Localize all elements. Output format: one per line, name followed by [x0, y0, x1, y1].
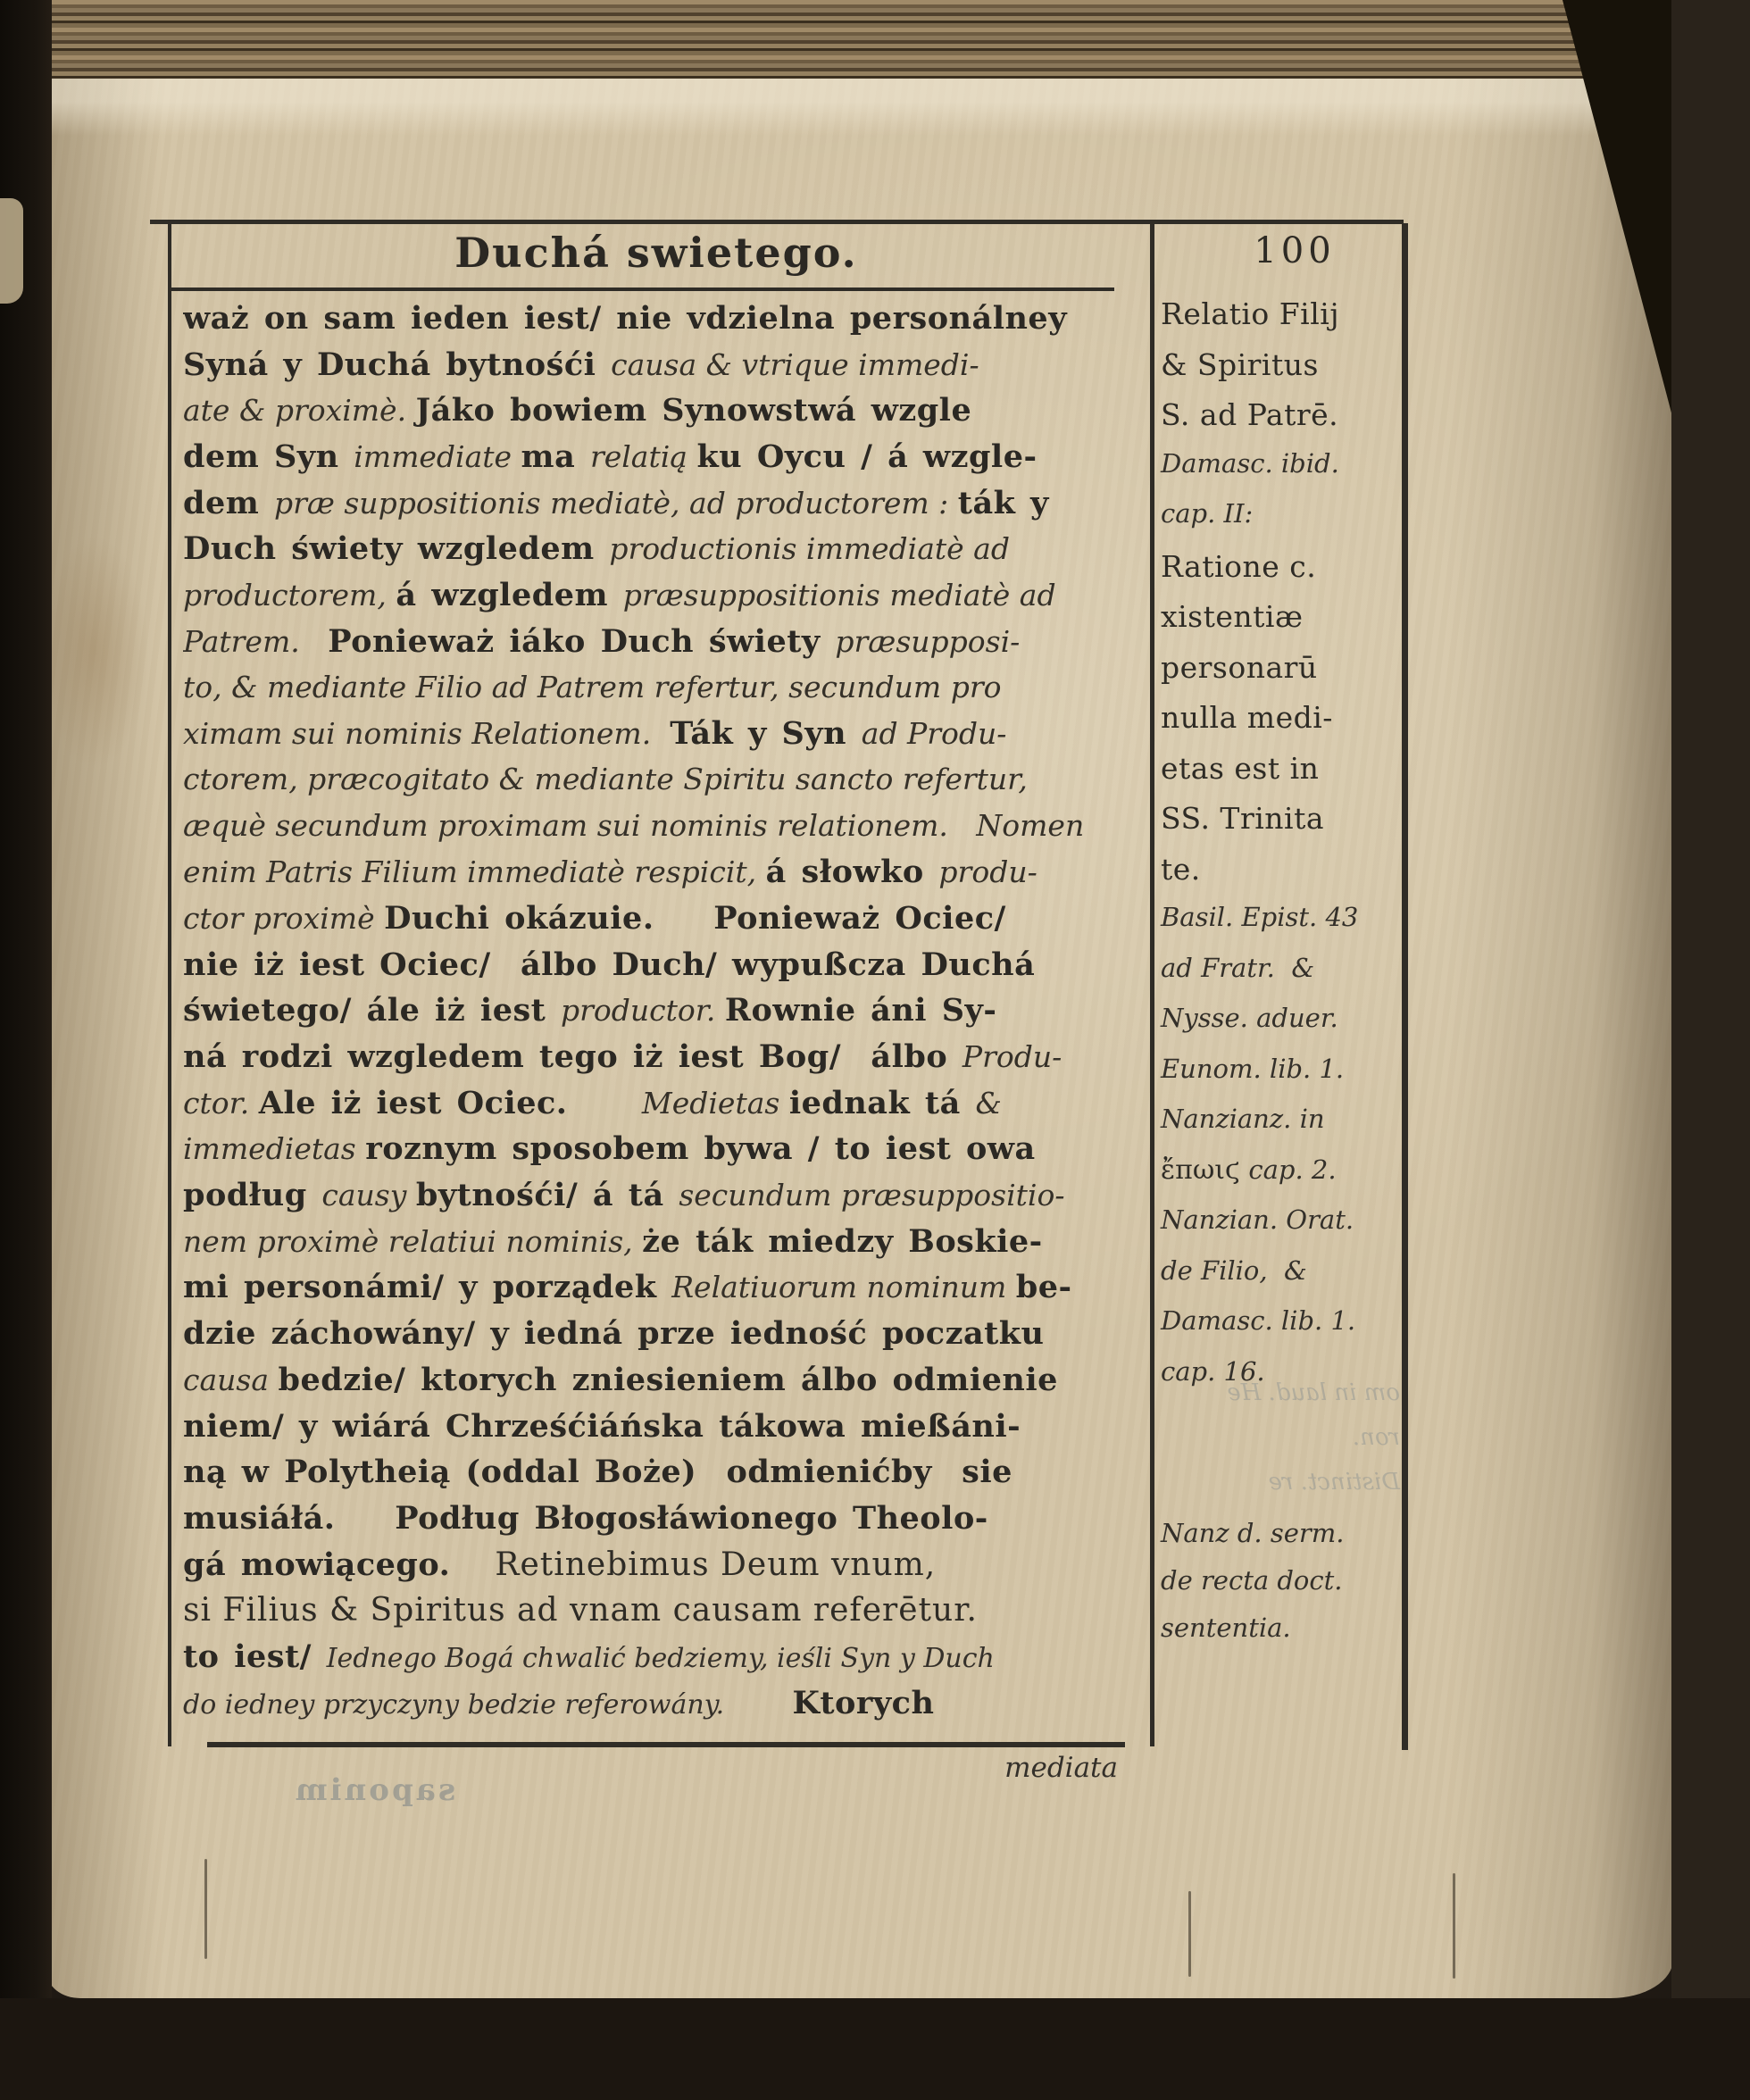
text-line: & Spiritus: [1161, 346, 1319, 382]
text-line: Syná y Duchá bytnośći causa & vtrique immedi-: [183, 346, 979, 383]
text-line: Relatio Filij: [1161, 296, 1340, 331]
rule-under-header: [168, 288, 1114, 291]
rule-left: [168, 223, 171, 1746]
paper-crack: [1188, 1891, 1191, 1977]
text-line: cap. 16.: [1161, 1355, 1265, 1387]
text-line: de recta doct.: [1161, 1565, 1343, 1596]
text-line: nie iż iest Ociec/ álbo Duch/ wypußcza Duchá: [183, 946, 1036, 983]
text-line: Patrem. Ponieważ iáko Duch świety præsupposi-: [183, 622, 1021, 660]
text-line: immedietas roznym sposobem bywa / to iest owa: [183, 1130, 1036, 1168]
margin-ghost: [1161, 1379, 1400, 1513]
text-line: mi personámi/ y porządek Relatiuorum nominum be-: [183, 1269, 1072, 1306]
text-line: Damasc. ibid.: [1161, 447, 1339, 479]
text-line: ron.: [1352, 1424, 1400, 1451]
text-line: nem proximè relatiui nominis, że ták miedzy Boskie-: [183, 1222, 1043, 1260]
text-line: Basil. Epist. 43: [1161, 902, 1359, 932]
text-line: świetego/ ále iż iest productor. Rownie áni Sy-: [183, 992, 997, 1029]
text-line: te.: [1161, 851, 1201, 887]
book-spine-edge: [0, 0, 52, 2100]
main-text: [183, 300, 1131, 1738]
text-line: Nanzian. Orat.: [1161, 1204, 1354, 1235]
text-line: Eunom. lib. 1.: [1161, 1053, 1345, 1084]
text-line: enim Patris Filium immediatè respicit, á słowko produ-: [183, 854, 1038, 891]
text-line: ate & proximè. Jáko bowiem Synowstwá wzgle: [183, 392, 972, 429]
showthrough-text: saponim: [292, 1772, 455, 1808]
text-line: S. ad Patrē.: [1161, 397, 1339, 432]
background-bottom: [0, 1998, 1750, 2100]
text-line: sententia.: [1161, 1612, 1291, 1643]
text-line: ctor. Ale iż iest Ociec. Medietas iednak tá &: [183, 1084, 1002, 1121]
text-line: Damasc. lib. 1.: [1161, 1305, 1356, 1336]
rule-column-divider: [1150, 223, 1154, 1746]
adjacent-page-edge: [0, 198, 23, 304]
text-line: nulla medi-: [1161, 700, 1333, 735]
paper-crack: [204, 1859, 207, 1959]
text-line: ná rodzi wzgledem tego iż iest Bog/ álbo Produ-: [183, 1038, 1062, 1075]
text-line: musiáłá. Podług Błogosłáwionego Theolo-: [183, 1499, 988, 1537]
margin-notes-top: [1161, 296, 1400, 1406]
text-line: ad Fratr. &: [1161, 952, 1315, 983]
text-line: ἔπωιϛ cap. 2.: [1161, 1154, 1337, 1186]
background-right: [1671, 0, 1750, 2100]
paper-crack: [1453, 1873, 1455, 1979]
text-line: Nysse. aduer.: [1161, 1003, 1338, 1033]
rule-right: [1402, 223, 1408, 1750]
text-line: causa bedzie/ ktorych zniesieniem álbo odmienie: [183, 1361, 1058, 1398]
text-line: to iest/ Iednego Bogá chwalić bedziemy, ieśli Syn y Duch: [183, 1638, 995, 1675]
text-line: Nanz d. serm.: [1161, 1518, 1345, 1548]
text-line: productorem, á wzgledem præsuppositionis mediatè ad: [183, 577, 1056, 614]
catchword: mediata: [1004, 1752, 1118, 1784]
text-line: to, & mediante Filio ad Patrem refertur, secundum pro: [183, 669, 1002, 704]
rule-top: [150, 220, 1404, 224]
text-line: do iedney przyczyny bedzie referowány. Ktorych: [183, 1684, 935, 1721]
text-line: de Filio, &: [1161, 1254, 1307, 1286]
text-line: waż on sam ieden iest/ nie vdzielna personálney: [183, 300, 1068, 337]
text-line: dem Syn immediate ma relatią ku Oycu / á wzgle-: [183, 438, 1038, 476]
text-line: podług causy bytnośći/ á tá secundum præsuppositio-: [183, 1177, 1065, 1214]
paper-stain: [41, 536, 148, 768]
text-line: æquè secundum proximam sui nominis relationem. Nomen: [183, 807, 1085, 843]
text-line: ximam sui nominis Relationem. Ták y Syn ad Produ-: [183, 715, 1007, 753]
text-line: cap. II:: [1161, 498, 1254, 529]
page-number: 100: [1254, 230, 1336, 271]
text-line: dzie záchowány/ y iedná prze iedność poczatku: [183, 1315, 1045, 1353]
margin-notes-bottom: [1161, 1518, 1400, 1660]
text-line: ctorem, præcogitato & mediante Spiritu sancto refertur,: [183, 761, 1028, 796]
running-title: Duchá swietego.: [454, 229, 858, 277]
text-line: niem/ y wiárá Chrześćiáńska tákowa mießáni-: [183, 1407, 1021, 1445]
text-line: dem præ suppositionis mediatè, ad productorem : ták y: [183, 484, 1049, 521]
text-line: xistentiæ: [1161, 599, 1304, 634]
text-line: Ratione c.: [1161, 548, 1317, 584]
rule-bottom: [207, 1742, 1125, 1747]
text-line: ctor proximè Duchi okázuie. Ponieważ Ociec/: [183, 899, 1006, 937]
text-line: om in laud. He: [1227, 1379, 1400, 1406]
text-line: SS. Trinita: [1161, 801, 1325, 836]
text-line: Duch świety wzgledem productionis immediatè ad: [183, 530, 1010, 568]
text-line: Nanzianz. in: [1161, 1104, 1325, 1134]
text-line: etas est in: [1161, 750, 1320, 786]
text-line: gá mowiącego. Retinebimus Deum vnum,: [183, 1546, 937, 1583]
text-line: ną w Polytheią (oddal Boże) odmienićby sie: [183, 1454, 1012, 1491]
text-line: Distinct. re: [1268, 1469, 1400, 1496]
text-line: personarū: [1161, 649, 1318, 685]
text-line: si Filius & Spiritus ad vnam causam referētur.: [183, 1592, 978, 1629]
